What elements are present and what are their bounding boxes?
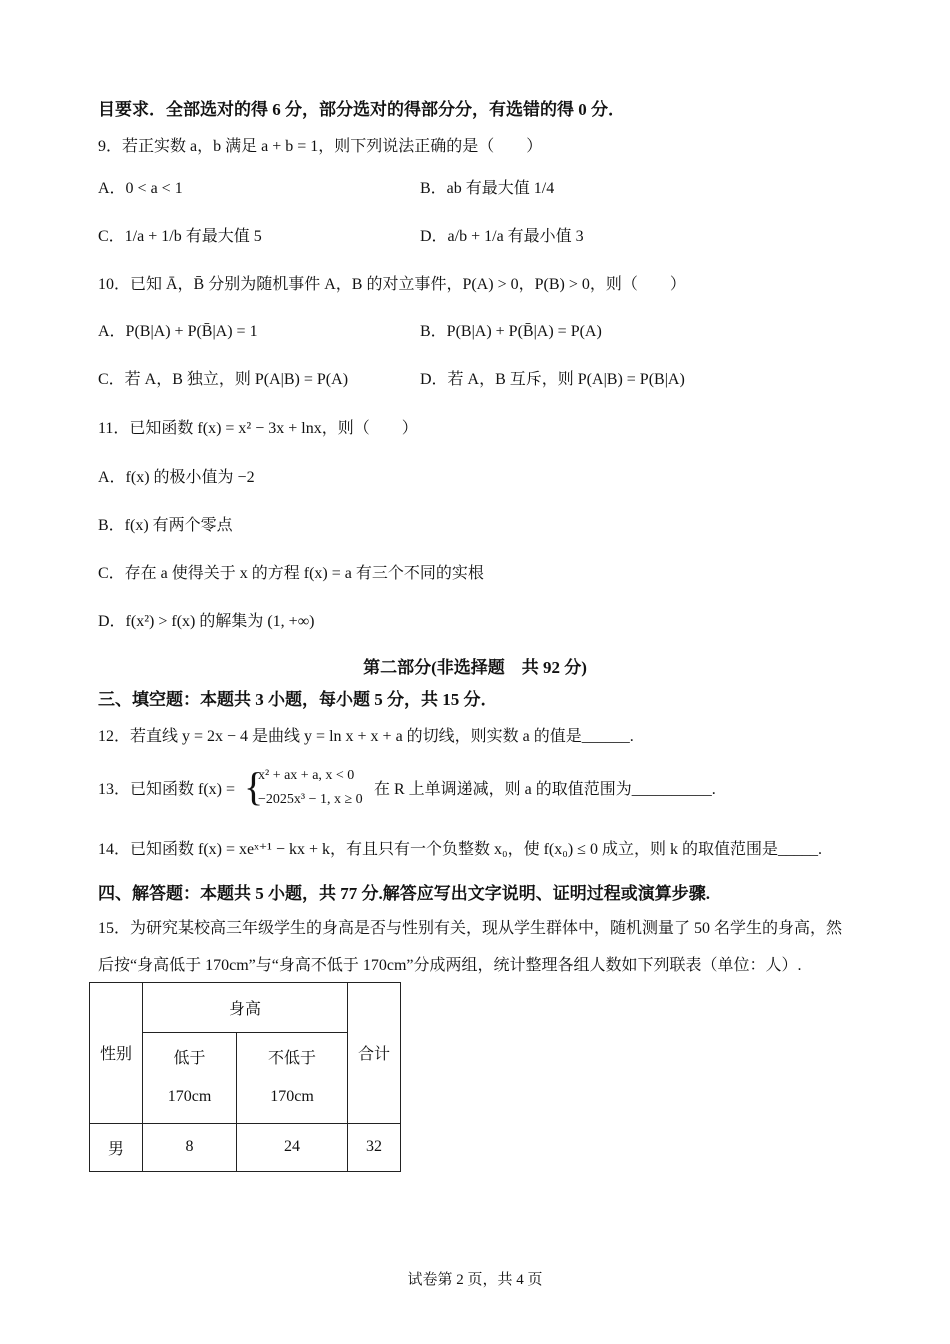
gender-header: 性别: [90, 983, 143, 1124]
q14: 14．已知函数 f(x) = xeˣ⁺¹ − kx + k，有且只有一个负整数 x₀，使 f(x₀) ≤ 0 成立，则 k 的取值范围是_____.: [98, 841, 822, 858]
q13-case-1: x² + ax + a, x < 0: [258, 768, 355, 783]
scoring-note: 目要求．全部选对的得 6 分，部分选对的得部分分，有选错的得 0 分．: [98, 100, 625, 119]
row-notbelow: 24: [237, 1123, 348, 1171]
q11-option-b: B．f(x) 有两个零点: [98, 517, 233, 534]
q11-option-d: D．f(x²) > f(x) 的解集为 (1, +∞): [98, 613, 315, 630]
page-footer: 试卷第 2 页，共 4 页: [407, 1272, 543, 1288]
q13-case-2: −2025x³ − 1, x ≥ 0: [258, 792, 363, 807]
row-total: 32: [348, 1123, 401, 1171]
row-gender: 男: [90, 1123, 143, 1171]
q12: 12．若直线 y = 2x − 4 是曲线 y = ln x + x + a 的切线，则实数 a 的值是______.: [98, 728, 634, 745]
row-below: 8: [143, 1123, 237, 1171]
table-row: [90, 1123, 401, 1171]
q10-option-d: D．若 A，B 互斥，则 P(A|B) = P(B|A): [420, 371, 685, 388]
q10-option-c: C．若 A，B 独立，则 P(A|B) = P(A): [98, 371, 349, 388]
contingency-table: [89, 982, 401, 1172]
q9-option-c: C．1/a + 1/b 有最大值 5: [98, 228, 262, 245]
q13-prefix: 13．已知函数 f(x) =: [98, 781, 236, 798]
section4-title: 四、解答题：本题共 5 小题，共 77 分.解答应写出文字说明、证明过程或演算步骤.: [98, 884, 710, 903]
q10-option-a: A．P(B|A) + P(B̄|A) = 1: [98, 323, 258, 340]
q9-option-a: A．0 < a < 1: [98, 180, 183, 197]
q9-stem: 9．若正实数 a，b 满足 a + b = 1，则下列说法正确的是（ ）: [98, 138, 543, 155]
q9-option-d: D．a/b + 1/a 有最小值 3: [420, 228, 584, 245]
q15-line-1: 15．为研究某校高三年级学生的身高是否与性别有关，现从学生群体中，随机测量了 50 名学生的身高，然: [98, 920, 843, 937]
total-header: 合计: [348, 983, 401, 1124]
q11-option-c: C．存在 a 使得关于 x 的方程 f(x) = a 有三个不同的实根: [98, 565, 484, 582]
q10-option-b: B．P(B|A) + P(B̄|A) = P(A): [420, 323, 602, 340]
q13-suffix: 在 R 上单调递减，则 a 的取值范围为__________.: [374, 781, 716, 798]
not-below-170-header: 不低于 170cm: [237, 1033, 348, 1123]
height-header: 身高: [143, 983, 348, 1033]
q9-option-b: B．ab 有最大值 1/4: [420, 180, 555, 197]
q10-stem: 10．已知 Ā，B̄ 分别为随机事件 A，B 的对立事件，P(A) > 0，P(B) > 0，则（ ）: [98, 276, 686, 293]
section3-title: 三、填空题：本题共 3 小题，每小题 5 分，共 15 分．: [98, 690, 498, 709]
below-170-header: 低于 170cm: [143, 1033, 237, 1123]
q15-line-2: 后按“身高低于 170cm”与“身高不低于 170cm”分成两组，统计整理各组人数如下列联表（单位：人）.: [98, 957, 802, 974]
q11-stem: 11．已知函数 f(x) = x² − 3x + lnx，则（ ）: [98, 420, 418, 437]
piecewise-brace: {: [244, 764, 264, 809]
part2-title: 第二部分(非选择题 共 92 分): [363, 658, 587, 677]
q11-option-a: A．f(x) 的极小值为 −2: [98, 469, 255, 486]
